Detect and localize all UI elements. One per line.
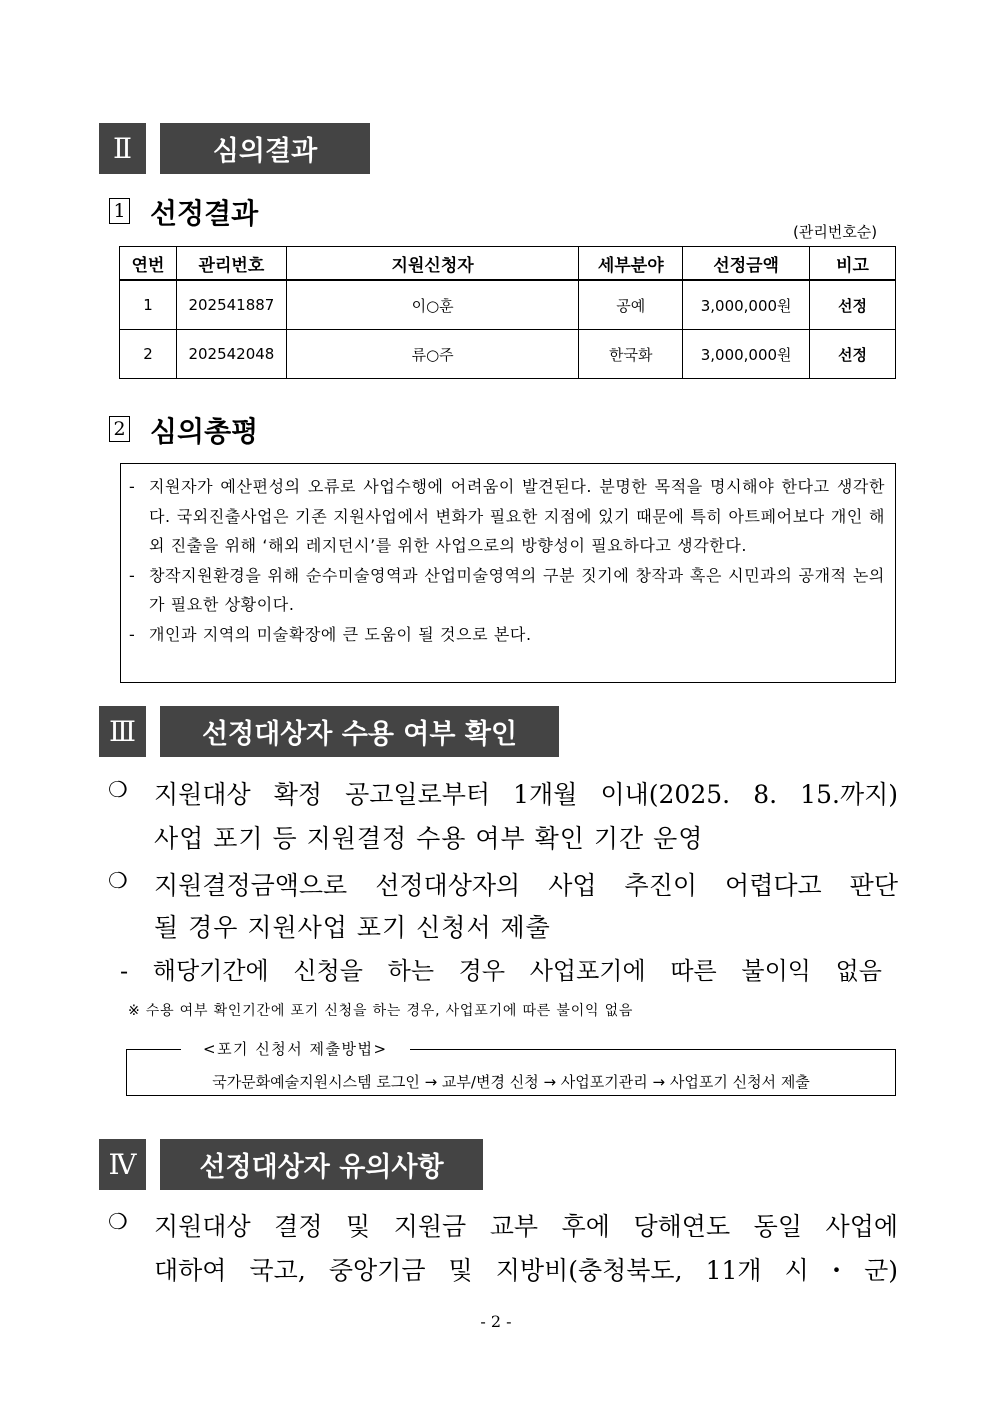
- subsection-number: 2: [109, 416, 130, 442]
- column-header: 비고: [810, 247, 896, 281]
- table-cell: 류○주: [286, 330, 578, 379]
- section-number: Ⅳ: [99, 1139, 146, 1190]
- circle-bullet-icon: ❍: [108, 778, 128, 803]
- table-cell: 이○훈: [286, 280, 578, 330]
- dash-marker: -: [129, 565, 135, 585]
- note-text: ※ 수용 여부 확인기간에 포기 신청을 하는 경우, 사업포기에 따른 불이익 없음: [128, 1003, 634, 1019]
- table-cell: 1: [120, 280, 177, 330]
- section-title: 심의결과: [160, 123, 370, 174]
- bullet-item: [108, 866, 898, 946]
- table-header-row: [120, 247, 896, 281]
- table-cell: 선정: [810, 280, 896, 330]
- bullet-text: 대하여 국고, 중앙기금 및 지방비(충청북도, 11개 시・군): [154, 1256, 898, 1285]
- column-header: 연번: [120, 247, 177, 281]
- table-cell: 공예: [579, 280, 683, 330]
- circle-bullet-icon: ❍: [108, 869, 128, 894]
- bullet-text: 사업 포기 등 지원결정 수용 여부 확인 기간 운영: [154, 824, 704, 853]
- review-item: [129, 472, 885, 561]
- column-header: 세부분야: [579, 247, 683, 281]
- table-cell: 한국화: [579, 330, 683, 379]
- bullet-text: 지원대상 확정 공고일로부터 1개월 이내(2025. 8. 15.까지): [154, 780, 898, 809]
- column-header: 선정금액: [683, 247, 810, 281]
- bullet-text: 지원대상 결정 및 지원금 교부 후에 당해연도 동일 사업에: [154, 1212, 898, 1241]
- table-cell: 202542048: [176, 330, 286, 379]
- bullet-text: 지원결정금액으로 선정대상자의 사업 추진이 어렵다고 판단: [154, 871, 898, 900]
- column-header: 지원신청자: [286, 247, 578, 281]
- table-cell: 202541887: [176, 280, 286, 330]
- review-item: [129, 620, 885, 650]
- table-row: [120, 280, 896, 330]
- method-box: [126, 1040, 896, 1096]
- review-text: 창작지원환경을 위해 순수미술영역과 산업미술영역의 구분 짓기에 창작과 혹은 시민과의 공개적 논의가 필요한 상황이다.: [149, 565, 885, 614]
- review-text: 지원자가 예산편성의 오류로 사업수행에 어려움이 발견된다. 분명한 목적을 명시해야 한다고 생각한다. 국외진출사업은 기존 지원사업에서 변화가 필요한 지점에 있기 때문에 특히 아트페어보다 개인 해외 진출을 위해 ‘해외 레지던시’를 위한 사업으로의 방향성이 필요하다고 생각한다.: [149, 477, 885, 555]
- bullet-text: 될 경우 지원사업 포기 신청서 제출: [154, 913, 551, 942]
- review-text: 개인과 지역의 미술확장에 큰 도움이 될 것으로 본다.: [149, 624, 532, 644]
- subsection-title: 선정결과: [150, 197, 259, 230]
- method-body: 국가문화예술지원시스템 로그인 → 교부/변경 신청 → 사업포기관리 → 사업포기 신청서 제출: [212, 1073, 810, 1091]
- table-cell: 2: [120, 330, 177, 379]
- table-cell: 선정: [810, 330, 896, 379]
- dash-marker: -: [129, 477, 135, 496]
- section-number: Ⅱ: [99, 123, 146, 174]
- table-cell: 3,000,000원: [683, 330, 810, 379]
- section-title: 선정대상자 수용 여부 확인: [160, 706, 559, 757]
- column-header: 관리번호: [176, 247, 286, 281]
- selection-result-table: [119, 246, 896, 379]
- review-item: [129, 561, 885, 620]
- bullet-item: [108, 775, 898, 855]
- section-number: Ⅲ: [99, 706, 146, 757]
- section-title: 선정대상자 유의사항: [160, 1139, 483, 1190]
- table-cell: 3,000,000원: [683, 280, 810, 330]
- review-box: [120, 463, 896, 683]
- bullet-item: [108, 1207, 898, 1287]
- table-row: [120, 330, 896, 379]
- dash-text: - 해당기간에 신청을 하는 경우 사업포기에 따른 불이익 없음: [120, 957, 882, 985]
- method-title: <포기 신청서 제출방법>: [181, 1038, 410, 1059]
- circle-bullet-icon: ❍: [108, 1210, 128, 1235]
- subsection-title: 심의총평: [150, 415, 259, 448]
- page-number: - 2 -: [480, 1312, 512, 1331]
- dash-marker: -: [129, 624, 135, 644]
- subsection-number: 1: [109, 198, 130, 224]
- order-note: (관리번호순): [793, 223, 878, 241]
